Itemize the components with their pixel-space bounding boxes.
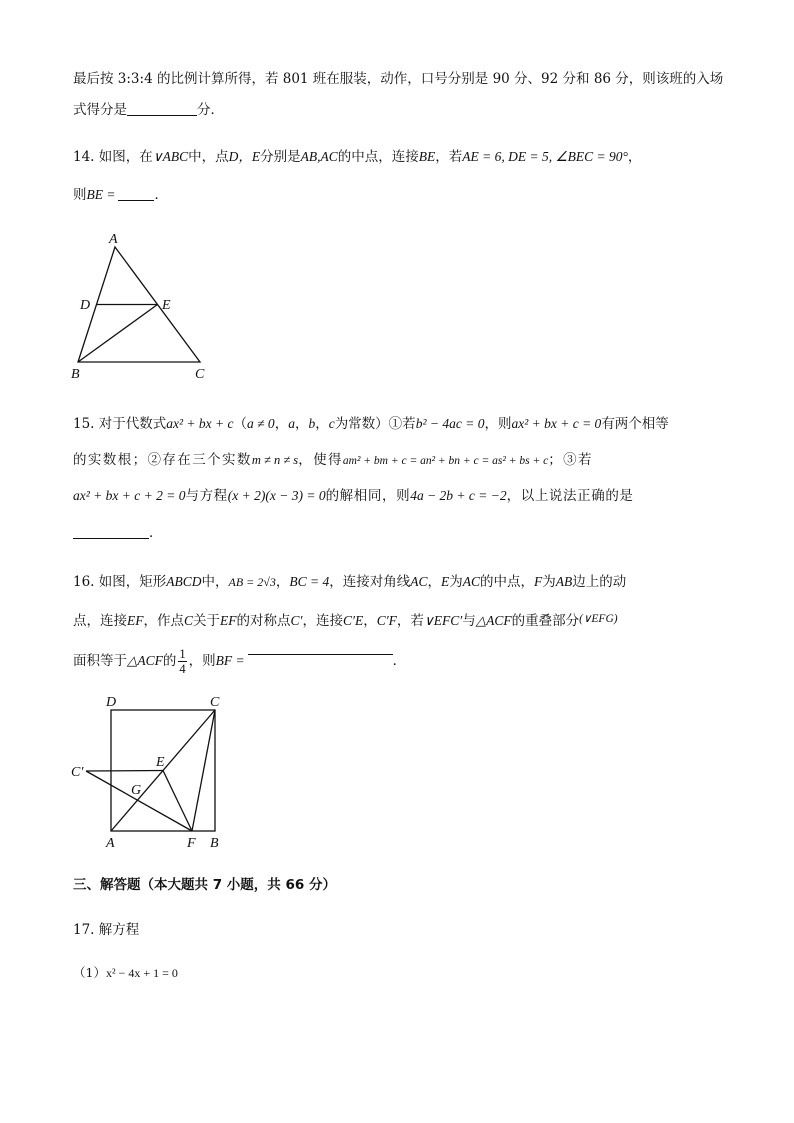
q16-m13: C′E [342, 613, 364, 628]
q14-triangle-figure [64, 226, 224, 386]
q16-m17: (∨EFG) [579, 613, 618, 625]
answer-blank-q14 [118, 186, 154, 201]
q16-m6: AC [462, 574, 481, 589]
q16-m11: EF [220, 613, 237, 628]
q15-m9: am² + bm + c = an² + bn + c = as² + bs + c [342, 455, 549, 467]
label-e: E [162, 298, 171, 313]
q15-t5: ， [315, 416, 329, 432]
q16-m16: △ACF [475, 613, 512, 628]
q16-t5: ， [427, 574, 441, 590]
q15-t4: ， [294, 416, 309, 432]
q16-m18: △ACF [127, 653, 163, 668]
answer-blank-q15 [73, 524, 149, 539]
q16-m12: C′ [290, 613, 303, 628]
q13-text-b: 分． [197, 102, 224, 118]
q15-m4: b [308, 416, 316, 431]
q15-t15: ． [149, 525, 163, 541]
q16-m3: BC = 4 [289, 574, 330, 589]
q16-m10: C [184, 613, 194, 628]
label-c: C [195, 367, 205, 382]
q16-m2: AB = 2√3 [228, 575, 276, 589]
q15-t13: 的解相同，则 [325, 488, 411, 504]
q16-m19: BF = [215, 653, 245, 668]
q16-t8: 为 [542, 574, 556, 590]
q15-line-4 [73, 524, 723, 542]
q16-m4: AC [410, 574, 428, 589]
q15-m1: ax² + bx + c [166, 416, 234, 431]
q16-t21: ，则 [188, 653, 216, 669]
q16-rectangle-figure [64, 690, 239, 855]
q16-t3: ， [275, 574, 290, 590]
q16-line-1 [73, 573, 723, 591]
q15-t8: 有两个相等 [601, 416, 669, 432]
q13-line-1: 最后按 3:3:4 的比例计算所得，若 801 班在服装，动作，口号分别是 90 分、92 分和 86 分，则该班的入场 [73, 71, 724, 87]
q16-m14: C′F [376, 613, 397, 628]
q15-m8: m ≠ n ≠ s [251, 453, 299, 467]
q16-t11: ，作点 [143, 613, 184, 629]
frac-num: 1 [179, 647, 186, 661]
q16-m15: ∨EFC′ [423, 613, 463, 628]
q14-m3: AB,AC [300, 149, 338, 164]
q14-m4: BE [418, 149, 436, 164]
q15-m10: ax² + bx + c + 2 = 0 [73, 488, 186, 503]
q16-t22: ． [392, 653, 407, 669]
q15-line-1 [73, 415, 723, 433]
q14-t7: 则 [73, 187, 87, 203]
q16-t9: 边上的动 [572, 574, 627, 590]
q14-t8: ． [154, 187, 168, 203]
q16-t19: 面积等于 [73, 653, 127, 669]
q16-m5: E [441, 574, 450, 589]
q14-m6: BE = [86, 187, 116, 202]
q15-m3: a [288, 416, 295, 431]
q14-t2: 中，点 [188, 149, 229, 165]
q15-line-2 [73, 451, 723, 470]
q13-line-2 [73, 101, 723, 119]
q16-t13: 的对称点 [236, 613, 291, 629]
q14-m2: D，E [228, 149, 261, 164]
q15-m2: a ≠ 0 [247, 416, 275, 431]
segment-ef [163, 771, 192, 832]
q17-part1-label: （1） [73, 965, 106, 980]
label-b: B [210, 836, 219, 851]
q16-m9: EF [127, 613, 144, 628]
q15-t1: 15. 对于代数式 [73, 416, 167, 432]
q16-t18: 的重叠部分 [511, 613, 580, 629]
q16-m7: F [534, 574, 543, 589]
q16-t2: 中， [201, 574, 229, 590]
label-d: D [106, 695, 117, 710]
q16-m8: AB [555, 574, 573, 589]
q16-line-3 [73, 640, 723, 674]
q16-m1: ABCD [166, 574, 202, 589]
q17-part-1 [73, 964, 723, 982]
q15-t10: ，使得 [298, 452, 343, 468]
q15-t3: ， [274, 416, 289, 432]
q14-m1: ∨ABC [152, 149, 189, 164]
label-f: F [187, 836, 196, 851]
q16-t6: 为 [449, 574, 463, 590]
label-c: C [210, 695, 220, 710]
q15-t6: 为常数）①若 [334, 416, 416, 432]
q14-t6: ， [627, 149, 642, 165]
q16-line-2 [73, 610, 723, 630]
answer-blank-q16 [248, 640, 393, 655]
q16-t4: ，连接对角线 [329, 574, 411, 590]
q16-t20: 的 [162, 653, 177, 669]
section-heading: 三、解答题（本大题共 7 小题，共 66 分） [73, 877, 336, 893]
q17-part1-equation: x² − 4x + 1 = 0 [105, 966, 178, 980]
q15-t14: ，以上说法正确的是 [506, 488, 634, 504]
q15-line-3 [73, 487, 723, 505]
q17-title: 17. 解方程 [73, 922, 140, 938]
q15-m11: (x + 2)(x − 3) = 0 [227, 488, 326, 503]
label-b: B [71, 367, 80, 382]
q14-m5: AE = 6, DE = 5, ∠BEC = 90° [462, 149, 628, 164]
label-d: D [80, 298, 91, 313]
q15-t11: ；③若 [548, 452, 593, 468]
label-g: G [131, 783, 142, 798]
q16-t7: 的中点， [480, 574, 535, 590]
q16-t1: 16. 如图，矩形 [73, 574, 167, 590]
q16-t15: ， [363, 613, 377, 629]
q15-t2: （ [233, 416, 248, 432]
q15-t9: 的实数根；②存在三个实数 [73, 452, 252, 468]
q15-m7: ax² + bx + c = 0 [511, 416, 602, 431]
q16-t12: 关于 [193, 613, 221, 629]
frac-den: 4 [179, 662, 186, 676]
q14-t4: 的中点，连接 [337, 149, 419, 165]
segment-cf-prime [86, 771, 192, 831]
segment-be [78, 305, 158, 363]
q16-t17: 与 [462, 613, 476, 629]
label-e: E [156, 755, 165, 770]
segment-cf [192, 710, 215, 831]
q14-line-2 [73, 186, 723, 204]
label-c-prime: C′ [71, 765, 84, 780]
q15-m5: c [328, 416, 335, 431]
q15-m6: b² − 4ac = 0 [415, 416, 485, 431]
q15-t12: 与方程 [185, 488, 228, 504]
q13-text-a: 式得分是 [73, 102, 127, 118]
q14-t3: 分别是 [260, 149, 301, 165]
q16-t10: 点，连接 [73, 613, 127, 629]
q14-t1: 14. 如图，在 [73, 149, 153, 165]
answer-blank-q13 [127, 101, 197, 116]
label-a: A [106, 836, 115, 851]
q15-t7: ，则 [484, 416, 512, 432]
q16-t14: ，连接 [302, 613, 343, 629]
q15-m12: 4a − 2b + c = −2 [410, 488, 507, 503]
q14-t5: ，若 [435, 149, 463, 165]
label-a: A [109, 232, 118, 247]
q14-line-1 [73, 148, 723, 166]
q16-t16: ，若 [396, 613, 424, 629]
segment-ce-prime [86, 771, 163, 772]
fraction-one-quarter [178, 647, 186, 676]
